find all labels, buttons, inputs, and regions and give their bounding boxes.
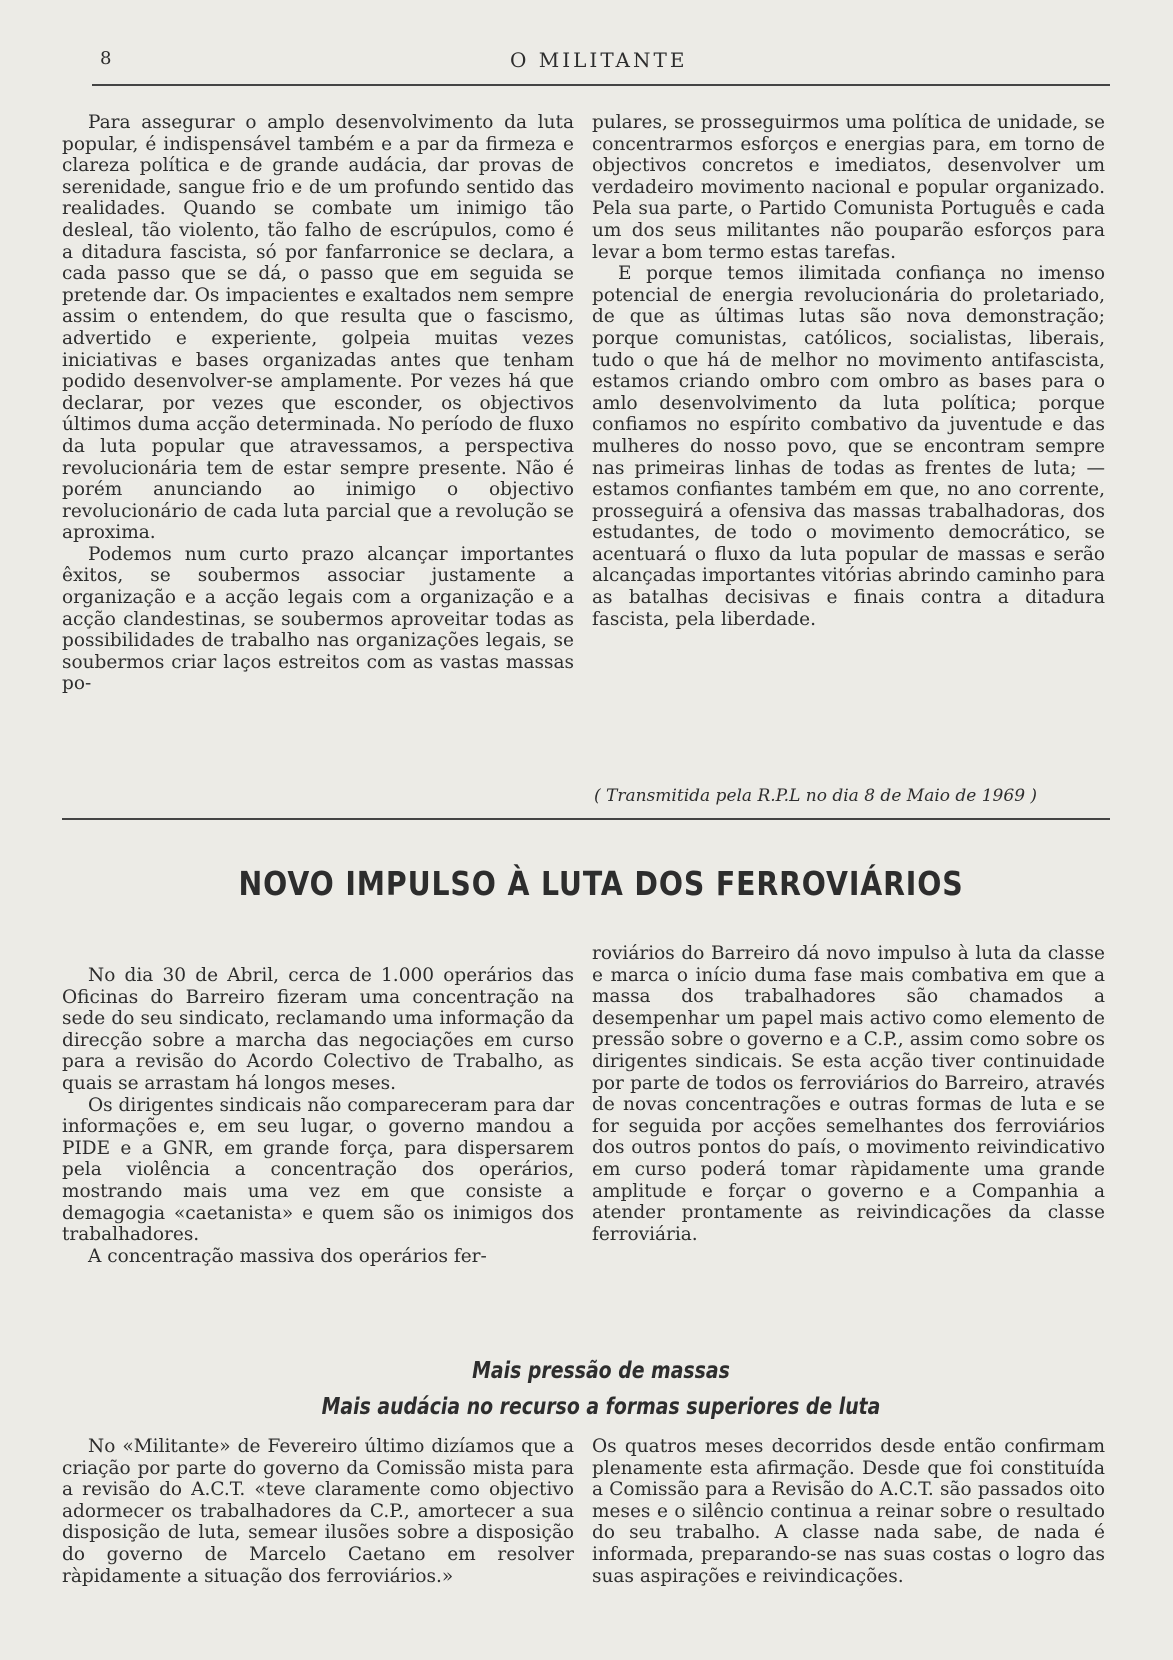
newspaper-title: O MILITANTE: [510, 48, 688, 72]
header-rule: [92, 84, 1110, 86]
article1-left-paragraph-1: Para assegurar o amplo desenvolvimento da luta popular, é indispensável também e a par da firmeza e clareza política e de grande audácia, dar provas de serenidade, sangue frio e de um profundo sentido das realidades. Quando se combate um inimigo tão desleal, tão violento, tão falho de escrúpulos, como é a ditadura fascista, só por fanfarronice se declara, a cada passo que se dá, o passo que em seguida se pretende dar. Os impacientes e exaltados nem sempre assim o entendem, do que resulta que o fascismo, advertido e experiente, golpeia muitas vezes iniciativas e bases organizadas antes que tenham podido desenvolver-se amplamente. Por vezes há que declarar, por vezes que esconder, os objectivos últimos duma acção determinada. No período de fluxo da luta popular que atravessamos, a perspectiva revolucionária tem de estar sempre presente. Não é porém anunciando ao inimigo o objectivo revolucionário de cada luta parcial que a revolução se aproxima.: [62, 112, 574, 544]
article2-left-column: [62, 965, 574, 1267]
article3-subheading-1: Mais pressão de massas: [472, 1358, 730, 1384]
article1-left-paragraph-2: Podemos num curto prazo alcançar importantes êxitos, se soubermos associar justamente a organização e a acção legais com a organização e a acção clandestinas, se soubermos aproveitar todas as possibilidades de trabalho nas organizações legais, se soubermos criar laços estreitos com as vastas massas po-: [62, 543, 574, 695]
article3-right-paragraph-1: Os quatros meses decorridos desde então confirmam plenamente esta afirmação. Desde que foi constituída a Comissão para a Revisão do A.C.T. são passados oito meses e o silêncio continua a reinar sobre o resultado do seu trabalho. A classe nada sabe, de nada é informada, preparando-se nas suas costas o logro das suas aspirações e reivindicações.: [592, 1436, 1105, 1587]
article3-right-column: [592, 1436, 1105, 1587]
article3-left-paragraph-1: No «Militante» de Fevereiro último dizíamos que a criação por parte do governo da Comissão mista para a revisão do A.C.T. «teve claramente como objectivo adormecer os trabalhadores da C.P., amortecer a sua disposição de luta, semear ilusões sobre a disposição do governo de Marcelo Caetano em resolver ràpidamente a situação dos ferroviários.»: [62, 1436, 574, 1587]
article1-left-column: [62, 112, 574, 695]
article1-right-column: [592, 112, 1105, 630]
article3-subheading-2: Mais audácia no recurso a formas superiores de luta: [321, 1394, 881, 1420]
article2-right-column: [592, 943, 1105, 1245]
page-number: 8: [100, 48, 112, 69]
article2-left-paragraph-2: Os dirigentes sindicais não compareceram para dar informações e, em seu lugar, o governo mandou a PIDE e a GNR, em grande força, para dispersarem pela violência a concentração dos operários, mostrando mais uma vez em que consiste a demagogia «caetanista» e quem são os inimigos dos trabalhadores.: [62, 1094, 574, 1246]
article-divider-rule: [62, 818, 1110, 820]
article3-left-column: [62, 1436, 574, 1587]
article2-left-paragraph-1: No dia 30 de Abril, cerca de 1.000 operários das Oficinas do Barreiro fizeram uma concentração na sede do seu sindicato, reclamando uma informação da direcção sobre a marcha das negociações em curso para a revisão do Acordo Colectivo de Trabalho, as quais se arrastam há longos meses.: [62, 965, 574, 1094]
article2-left-paragraph-3: A concentração massiva dos operários fer-: [88, 1245, 487, 1267]
article1-right-paragraph-2: E porque temos ilimitada confiança no imenso potencial de energia revolucionária do proletariado, de que as últimas lutas são nova demonstração; porque comunistas, católicos, socialistas, liberais, tudo o que há de melhor no movimento antifascista, estamos criando ombro com ombro as bases para o amlo desenvolvimento da luta política; porque confiamos no espírito combativo da juventude e das mulheres do nosso povo, que se encontram sempre nas primeiras linhas de todas as frentes de luta; — estamos confiantes também em que, no ano corrente, prosseguirá a ofensiva das massas trabalhadoras, dos estudantes, de todo o movimento democrático, se acentuará o fluxo da luta popular de massas e serão alcançadas importantes vitórias abrindo caminho para as batalhas decisivas e finais contra a ditadura fascista, pela liberdade.: [592, 263, 1105, 630]
article1-right-paragraph-1: pulares, se prosseguirmos uma política de unidade, se concentrarmos esforços e energias para, em torno de objectivos concretos e imediatos, desenvolver um verdadeiro movimento nacional e popular organizado. Pela sua parte, o Partido Comunista Português e cada um dos seus militantes não pouparão esforços para levar a bom termo estas tarefas.: [592, 112, 1105, 263]
article2-headline: NOVO IMPULSO À LUTA DOS FERROVIÁRIOS: [238, 864, 964, 903]
broadcast-note: ( Transmitida pela R.P.L no dia 8 de Maio de 1969 ): [594, 786, 1038, 806]
article2-right-paragraph-1: roviários do Barreiro dá novo impulso à luta da classe e marca o início duma fase mais combativa em que a massa dos trabalhadores são chamados a desempenhar um papel mais activo como elemento de pressão sobre o governo e a C.P., assim como sobre os dirigentes sindicais. Se esta acção tiver continuidade por parte de todos os ferroviários do Barreiro, através de novas concentrações e outras formas de luta e se for seguida por acções semelhantes dos ferroviários dos outros pontos do país, o movimento reivindicativo em curso poderá tomar ràpidamente uma grande amplitude e forçar o governo e a Companhia a atender prontamente as reivindicações da classe ferroviária.: [592, 943, 1105, 1245]
